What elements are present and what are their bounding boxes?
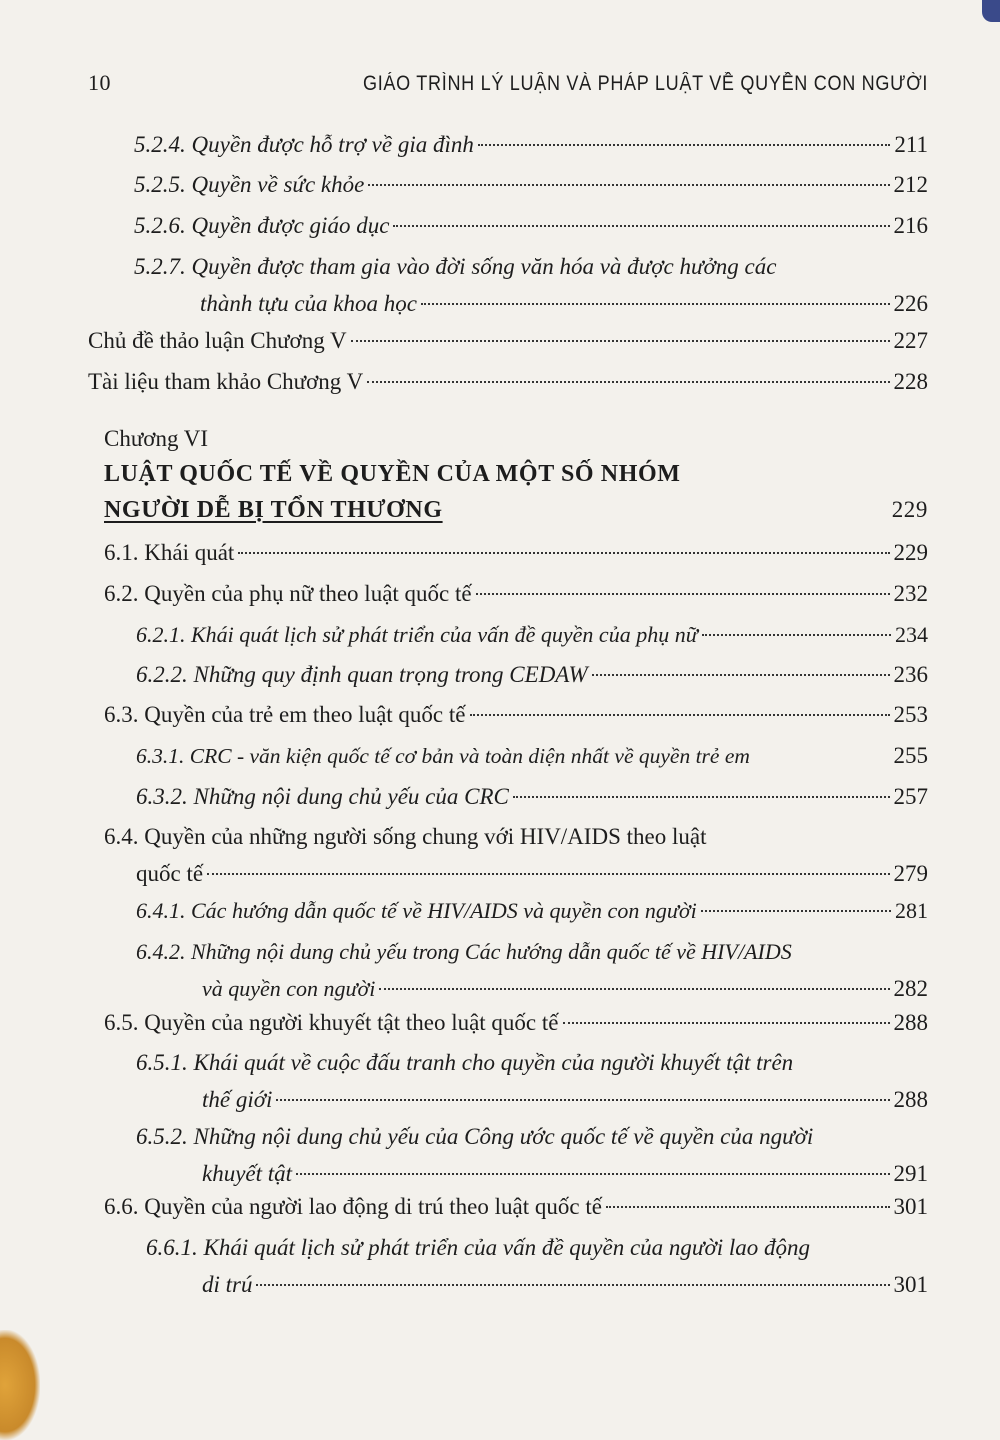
chapter-title-line-2: NGƯỜI DỄ BỊ TỔN THƯƠNG: [104, 497, 443, 523]
page-ref: 288: [893, 1087, 928, 1112]
toc-entry-6-4-2[interactable]: 6.4.2. Những nội dung chủ yếu trong Các hướng dẫn quốc tế về HIV/AIDS và quyền con người 282: [136, 933, 928, 1007]
page-ref: 232: [893, 581, 928, 606]
page-ref: 301: [893, 1194, 928, 1219]
chapter-title[interactable]: [104, 456, 928, 528]
page-ref: 279: [893, 861, 928, 886]
page-ref: 227: [893, 328, 928, 353]
page-header: [88, 70, 928, 96]
leader-dots: [421, 303, 890, 305]
page-ref: 234: [895, 622, 928, 647]
leader-dots: [702, 634, 891, 636]
running-title: GIÁO TRÌNH LÝ LUẬN VÀ PHÁP LUẬT VỀ QUYỀN CON NGƯỜI: [362, 72, 928, 95]
page-ref: 236: [893, 662, 928, 687]
toc-entry-6-2-2[interactable]: 6.2.2. Những quy định quan trọng trong CEDAW 236: [136, 660, 928, 690]
chapter-label: Chương VI: [104, 426, 209, 451]
toc-entry-6-1[interactable]: 6.1. Khái quát 229: [104, 538, 928, 568]
leader-dots: [256, 1284, 889, 1286]
toc-entry-6-4-1[interactable]: 6.4.1. Các hướng dẫn quốc tế về HIV/AIDS và quyền con người 281: [136, 896, 928, 926]
toc-entry-5-2-7[interactable]: 5.2.7. Quyền được tham gia vào đời sống văn hóa và được hưởng các thành tựu của khoa học 226: [134, 248, 928, 322]
page-ref: 229: [893, 540, 928, 565]
leader-dots: [351, 340, 890, 342]
page-ref: 216: [893, 213, 928, 238]
leader-dots: [276, 1099, 889, 1101]
toc-entry-refs-ch5[interactable]: Tài liệu tham khảo Chương V 228: [88, 367, 928, 397]
leader-dots: [367, 381, 889, 383]
page-corner-decoration: [982, 0, 1000, 22]
toc-entry-5-2-6[interactable]: 5.2.6. Quyền được giáo dục 216: [134, 211, 928, 241]
toc-entry-6-3[interactable]: 6.3. Quyền của trẻ em theo luật quốc tế 253: [104, 700, 928, 730]
leader-dots: [207, 873, 889, 875]
page-ref: 212: [893, 172, 928, 197]
page-ref: 226: [893, 291, 928, 316]
page-ref: 257: [893, 784, 928, 809]
toc-entry-6-3-1[interactable]: 6.3.1. CRC - văn kiện quốc tế cơ bản và toàn diện nhất về quyền trẻ em 255: [136, 741, 928, 771]
leader-dots: [238, 552, 889, 554]
leader-dots: [701, 910, 891, 912]
leader-dots: [296, 1173, 889, 1175]
page-ref: 282: [893, 976, 928, 1001]
toc-entry-5-2-4[interactable]: 5.2.4. Quyền được hỗ trợ về gia đình 211: [134, 130, 928, 160]
page-ref: 253: [893, 702, 928, 727]
toc-entry-6-6-1[interactable]: 6.6.1. Khái quát lịch sử phát triển của vấn đề quyền của người lao động di trú 301: [146, 1229, 928, 1303]
page-ref: 228: [893, 369, 928, 394]
leader-dots: [470, 714, 890, 716]
page-ref: 281: [895, 898, 928, 923]
leader-dots: [393, 225, 889, 227]
page-ref: 229: [891, 497, 928, 522]
page-ref: 255: [893, 743, 928, 768]
leader-dots: [368, 184, 889, 186]
leader-dots: [513, 796, 890, 798]
toc-entry-6-5-1[interactable]: 6.5.1. Khái quát về cuộc đấu tranh cho quyền của người khuyết tật trên thế giới 288: [136, 1044, 928, 1118]
page-ref: 301: [893, 1272, 928, 1297]
page-ref: 211: [894, 132, 928, 157]
leader-dots: [606, 1206, 890, 1208]
toc-entry-6-4[interactable]: 6.4. Quyền của những người sống chung với HIV/AIDS theo luật quốc tế 279: [104, 818, 928, 892]
toc-entry-6-5-2[interactable]: 6.5.2. Những nội dung chủ yếu của Công ước quốc tế về quyền của người khuyết tật 291: [136, 1118, 928, 1192]
leader-dots: [563, 1022, 890, 1024]
page-ref: 288: [893, 1010, 928, 1035]
leader-dots: [478, 144, 890, 146]
chapter-title-line-1: LUẬT QUỐC TẾ VỀ QUYỀN CỦA MỘT SỐ NHÓM: [104, 461, 681, 487]
toc-entry-topics-ch5[interactable]: Chủ đề thảo luận Chương V 227: [88, 326, 928, 356]
leader-dots: [379, 988, 889, 990]
toc-entry-6-2[interactable]: 6.2. Quyền của phụ nữ theo luật quốc tế 232: [104, 579, 928, 609]
toc-entry-6-5[interactable]: 6.5. Quyền của người khuyết tật theo luật quốc tế 288: [104, 1008, 928, 1038]
leader-dots: [476, 593, 890, 595]
toc-entry-5-2-5[interactable]: 5.2.5. Quyền về sức khỏe 212: [134, 170, 928, 200]
toc-entry-6-2-1[interactable]: 6.2.1. Khái quát lịch sử phát triển của vấn đề quyền của phụ nữ 234: [136, 620, 928, 650]
thumb-shadow: [0, 1330, 40, 1440]
toc-entry-6-3-2[interactable]: 6.3.2. Những nội dung chủ yếu của CRC 257: [136, 782, 928, 812]
leader-dots: [592, 674, 890, 676]
toc-entry-6-6[interactable]: 6.6. Quyền của người lao động di trú theo luật quốc tế 301: [104, 1192, 928, 1222]
page-number: 10: [88, 70, 111, 95]
page-ref: 291: [893, 1161, 928, 1186]
